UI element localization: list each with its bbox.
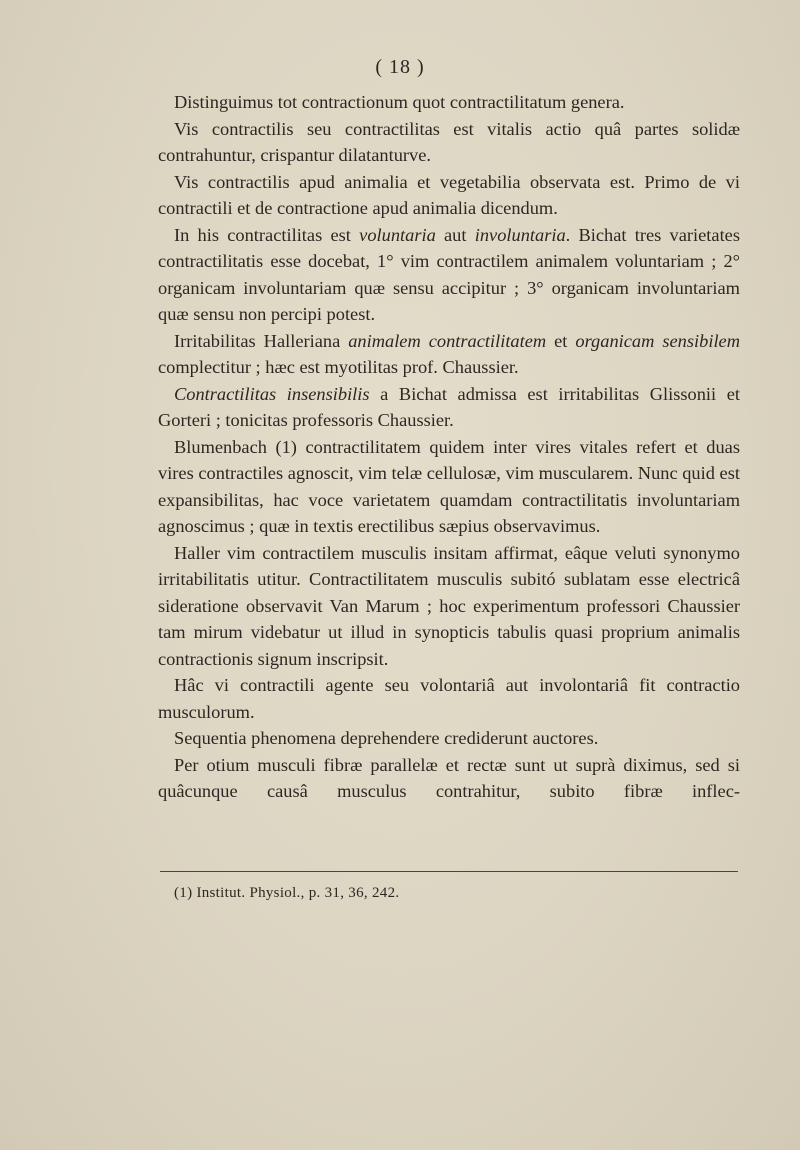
paragraph-4: In his contractilitas est voluntaria aut involuntaria. Bichat tres varietates contractilitatis esse docebat, 1° vim contractilem animalem voluntariam ; 2° organicam involuntariam quæ sensu accipitur ; 3° organicam involuntariam quæ sensu non percipi potest. [158,224,740,324]
footnote-reference: (1) [275,436,297,457]
footnote: (1) Institut. Physiol., p. 31, 36, 242. [174,885,400,901]
footnote-rule [160,871,738,872]
paragraph-5: Irritabilitas Halleriana animalem contractilitatem et organicam sensibilem complectitur ; hæc est myotilitas prof. Chaussier. [158,330,740,377]
paragraph-11: Per otium musculi fibræ parallelæ et rectæ sunt ut suprà diximus, sed si quâcunque causâ musculus contrahitur, subito fibræ inflec- [158,754,740,801]
body-text [158,89,740,805]
paragraph-8: Haller vim contractilem musculis insitam affirmat, eâque veluti synonymo irritabilitatis utitur. Contractilitatem musculis subitó sublatam esse electricâ sideratione observavit Van Marum ; hoc experimentum professori Chaussier tam mirum videbatur ut illud in synopticis tabulis quasi proprium animalis contractionis signum inscripsit. [158,542,740,669]
paragraph-2: Vis contractilis seu contractilitas est vitalis actio quâ partes solidæ contrahuntur, crispantur dilatanturve. [158,118,740,165]
paragraph-1: Distinguimus tot contractionum quot contractilitatum genera. [174,92,625,112]
paragraph-9: Hâc vi contractili agente seu volontariâ aut involontariâ fit contractio musculorum. [158,675,740,722]
paragraph-10: Sequentia phenomena deprehendere crediderunt auctores. [174,728,599,748]
paragraph-6: Contractilitas insensibilis a Bichat admissa est irritabilitas Glissonii et Gorteri ; tonicitas professoris Chaussier. [158,383,741,430]
paragraph-7: Blumenbach (1) contractilitatem quidem inter vires vitales refert et duas vires contractiles agnoscit, vim telæ cellulosæ, vim muscularem. Nunc quid est expansibilitas, hac voce varietatem quamdam contractilitatis involuntariam agnoscimus ; quæ in textis erectilibus sæpius observavimus. [158,436,740,536]
paragraph-3: Vis contractilis apud animalia et vegetabilia observata est. Primo de vi contractili et de contractione apud animalia dicendum. [158,171,740,218]
page-number: ( 18 ) [375,56,425,78]
